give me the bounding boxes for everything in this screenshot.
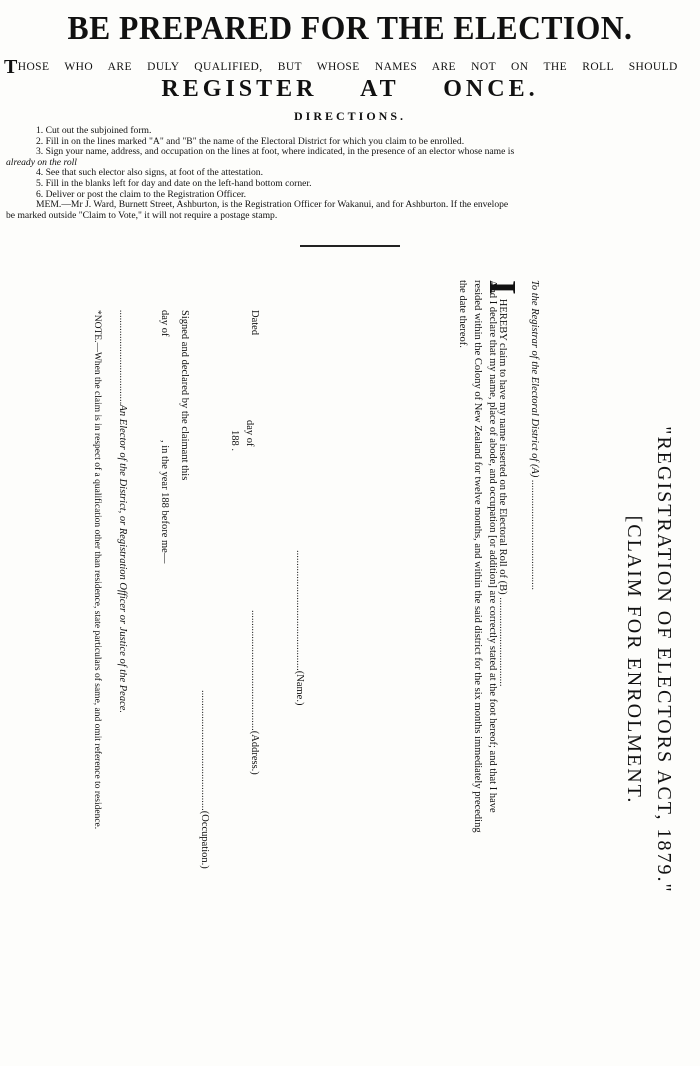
claim-form: [80, 270, 700, 1050]
directions-heading: DIRECTIONS.: [293, 109, 407, 123]
register-heading: REGISTER AT ONCE.: [161, 76, 539, 102]
claim-first-text: HEREBY claim to have my name inserted on the Electoral Roll of (B) ..................................: [497, 298, 508, 687]
claim-title: [CLAIM FOR ENROLMENT.: [623, 515, 645, 805]
direction-item: 5. Fill in the blanks left for day and date on the left-hand bottom corner.: [36, 177, 312, 189]
elector-signature-line: ....................................An Elector of the District, or Registration Officer or Justice of the Peace.: [117, 310, 128, 714]
signed-year-line: , in the year 188 before me—: [159, 440, 170, 564]
name-line: ..............................................(Name.): [294, 550, 305, 706]
headline: BE PREPARED FOR THE ELECTION.: [67, 10, 633, 47]
direction-item: 6. Deliver or post the claim to the Registration Officer.: [36, 188, 247, 200]
registrar-line: To the Registrar of the Electoral District of (A) ..........................................: [529, 280, 540, 591]
memo-line: MEM.—Mr J. Ward, Burnett Street, Ashburton, is the Registration Officer for Wakanui, and for Ashburton. If the envelope: [36, 199, 509, 211]
address-line: ..............................................(Address.): [249, 610, 260, 775]
claim-cont-line: And I declare that my name, place of abode, and occupation [or addition] are correctly stated at the foot hereof; and that I have: [487, 280, 498, 813]
directions-list: [6, 126, 696, 221]
claim-cont-line: resided within the Colony of New Zealand for twelve months, and within the said district for the six months immediately preceding: [472, 280, 483, 833]
occupation-line: ..............................................(Occupation.): [199, 690, 210, 869]
subline-dropcap: T: [4, 56, 18, 78]
signed-day-of: day of: [159, 310, 170, 337]
subline-text: HOSE WHO ARE DULY QUALIFIED, BUT WHOSE NAMES ARE NOT ON THE ROLL SHOULD: [17, 61, 678, 73]
act-title: "REGISTRATION OF ELECTORS ACT, 1879.": [653, 426, 675, 894]
year-label: 188 .: [229, 430, 240, 451]
direction-item: already on the roll: [6, 156, 77, 168]
divider-rule: [300, 245, 400, 247]
day-of-label: day of: [244, 420, 255, 447]
direction-item: 1. Cut out the subjoined form.: [36, 125, 152, 136]
direction-item: 4. See that such elector also signs, at foot of the attestation.: [36, 167, 263, 179]
dropcap-i: I: [481, 280, 523, 295]
direction-item: 2. Fill in on the lines marked "A" and "B" the name of the Electoral District for which you claim to be enrolled.: [36, 135, 465, 147]
signed-line: Signed and declared by the claimant this: [179, 310, 190, 481]
footnote: *NOTE.—When the claim is in respect of a qualification other than residence, state particulars of same, and omit reference to residence.: [92, 310, 102, 830]
claim-cont-line: the date thereof.: [457, 280, 468, 348]
memo-line: be marked outside "Claim to Vote," it will not require a postage stamp.: [6, 209, 278, 221]
direction-item: 3. Sign your name, address, and occupation on the lines at foot, where indicated, in the presence of an elector whose name is: [36, 146, 515, 158]
dated-label: Dated: [249, 310, 260, 336]
